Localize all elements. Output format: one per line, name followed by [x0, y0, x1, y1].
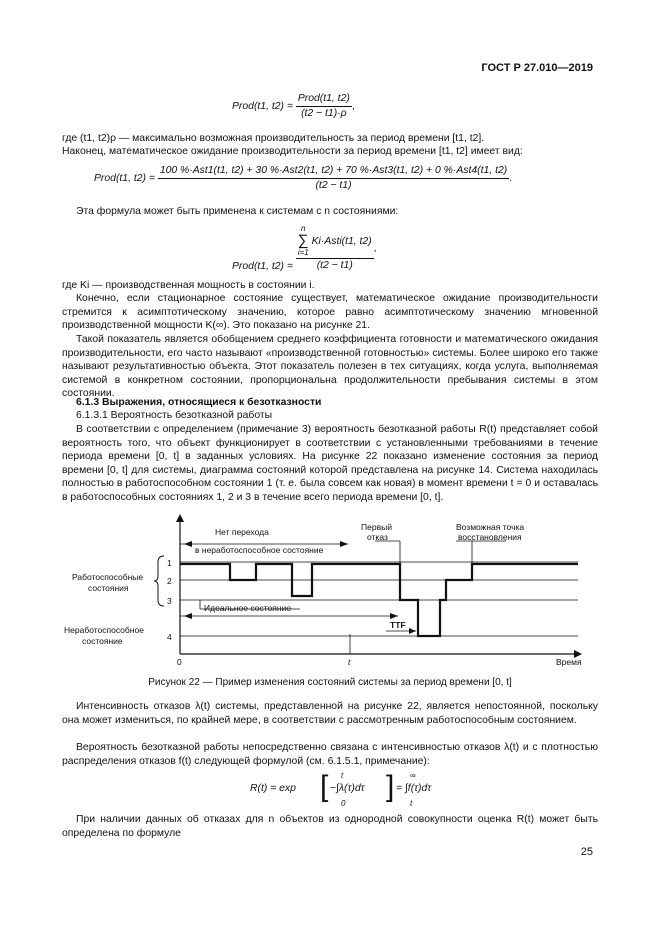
label-ideal-state: Идеальное состояние — [204, 603, 292, 613]
label-no-transition-2: в неработоспособное состояние — [195, 545, 324, 555]
paragraph-production-availability: Такой показатель является обобщением среднего коэффициента готовности и математического ожидания производительности, его часто называют «производственной готовностью» системы. Более широко его также называют результативностью объекта. Этот показатель полезен в тех ситуациях, когда услуга, выполняемая системой в конкретном состоянии, пропорциональна продолжительности пребывания системы в этом состоянии. — [62, 334, 598, 399]
formula-sum-productivity: Prod(t1, t2) = n ∑ i=1 Ki·Asti(t1, t2) (t2 − t1) , — [232, 224, 377, 272]
paragraph-reliability-definition: В соответствии с определением (примечание 3) вероятность безотказной работы R(t) представляет собой вероятность того, что объект функционирует в соответствии с установленными требованиями в течение периода времени [0, t] в заданных условиях. На рисунке 22 показано изменение состояния за период времени [0, t] для системы, диаграмма состояний которой представлена на рисунке 14. Система находилась полностью в работоспособном состоянии 1 (т. е. была совсем как новая) в момент времени t = 0 и оставалась в работоспособных состояниях 1, 2 и 3 в течение всего периода времени [0, t]. — [62, 424, 598, 503]
formula-productivity: Prod(t1, t2) = $\frac{\text{Prod(t1, t2)}}{(t2 - t1)\cdot\rho}$ , — [232, 93, 355, 119]
label-no-transition-1: Нет перехода — [215, 527, 269, 537]
document-header: ГОСТ Р 27.010—2019 — [481, 62, 593, 74]
paragraph-asymptotic: Конечно, если стационарное состояние существует, математическое ожидание производительности стремится к асимптотическому значению, которое равно асимптотическому значению мгновенной производственной мощности K(∞). Это показано на рисунке 21. — [62, 293, 598, 331]
formula-numerator: Prod(t1, t2) — [296, 92, 352, 107]
label-ttf: TTF — [390, 620, 406, 630]
label-inoperable-1: Неработоспособное — [64, 625, 144, 635]
integral-lower: 0 — [341, 799, 346, 808]
paragraph-failure-rate: Интенсивность отказов λ(t) системы, представленной на рисунке 22, является непостоянной, поскольку она может измениться, по крайней мере, в соответствии с рассмотренным работоспособным состоянием. — [62, 701, 598, 726]
text-expectation-intro: Наконец, математическое ожидание производительности за период времени [t1, t2] имеет вид: — [62, 146, 523, 157]
sum-term: Ki·Asti(t1, t2) — [311, 235, 372, 247]
integral-upper: t — [341, 771, 344, 780]
section-heading-6-1-3: 6.1.3 Выражения, относящиеся к безотказности — [76, 397, 322, 408]
formula-lhs: Prod(t1, t2) = — [232, 100, 293, 112]
figure-state-changes — [60, 514, 600, 674]
label-first-failure-2: отказ — [367, 532, 388, 542]
formula-lhs: Prod(t1, t2) = — [94, 172, 155, 184]
section-heading-6-1-3-1: 6.1.3.1 Вероятность безотказной работы — [76, 410, 273, 421]
paragraph-estimate: При наличии данных об отказах для n объектов из однородной совокупности оценка R(t) может быть определена по формуле — [62, 814, 598, 839]
formula-fraction — [296, 224, 374, 273]
x-tick-zero: 0 — [177, 657, 182, 667]
integral2-upper: ∞ — [410, 771, 416, 780]
formula-rhs: = ∫f(τ)dτ — [396, 783, 432, 794]
label-restore-1: Возможная точка — [456, 522, 525, 532]
integral2-lower: t — [410, 799, 413, 808]
state-level-3: 3 — [167, 596, 172, 606]
label-operable-2: состояния — [88, 583, 129, 593]
sum-lower-limit: i=1 — [297, 248, 309, 257]
label-restore-2: восстановления — [458, 532, 522, 542]
state-level-4: 4 — [167, 632, 172, 642]
formula-denominator: (t2 − t1)·ρ — [301, 107, 347, 119]
formula-numerator: 100 %·Ast1(t1, t2) + 30 %·Ast2(t1, t2) + 70 %·Ast3(t1, t2) + 0 %·Ast4(t1, t2) — [158, 164, 509, 179]
paragraph-reliability-relation: Вероятность безотказной работы непосредственно связана с интенсивностью отказов λ(t) и с плотностью распределения отказов f(t) следующей формулой (см. 6.1.5.1, примечание): — [62, 742, 598, 767]
state-level-1: 1 — [167, 558, 172, 568]
formula-lhs: R(t) = exp — [250, 783, 296, 794]
formula-inner: −∫λ(τ)dτ — [330, 783, 365, 794]
state-level-2: 2 — [167, 576, 172, 586]
formula-fraction — [296, 92, 352, 120]
sum-upper-limit: n — [301, 224, 306, 233]
label-inoperable-2: состояние — [82, 636, 123, 646]
formula-lhs: Prod(t1, t2) = — [232, 261, 293, 272]
label-time-axis: Время — [556, 657, 582, 667]
label-first-failure-1: Первый — [361, 522, 392, 532]
formula-expected-productivity: Prod(t1, t2) = 100 %·Ast1(t1, t2) + 30 %·Ast2(t1, t2) + 70 %·Ast3(t1, t2) + 0 %·Ast4(t1, t2) (t2 − t1) . — [94, 165, 513, 191]
page-number: 25 — [580, 846, 593, 858]
sum-operator: n ∑ i=1 — [297, 224, 309, 257]
formula-numerator — [296, 224, 374, 259]
text-ki-definition: где Ki — производственная мощность в состоянии i. — [62, 280, 315, 291]
figure-caption: Рисунок 22 — Пример изменения состояний системы за период времени [0, t] — [148, 677, 512, 688]
formula-denominator: (t2 − t1) — [315, 179, 352, 191]
text-rho-definition: где (t1, t2)ρ — максимально возможная производительность за период времени [t1, t2]. — [62, 133, 485, 144]
formula-fraction — [158, 164, 509, 192]
formula-denominator: (t2 − t1) — [316, 260, 353, 271]
x-tick-t: t — [348, 657, 351, 667]
text-n-states: Эта формула может быть применена к системам с n состояниями: — [76, 206, 399, 217]
label-operable-1: Работоспособные — [72, 572, 144, 582]
